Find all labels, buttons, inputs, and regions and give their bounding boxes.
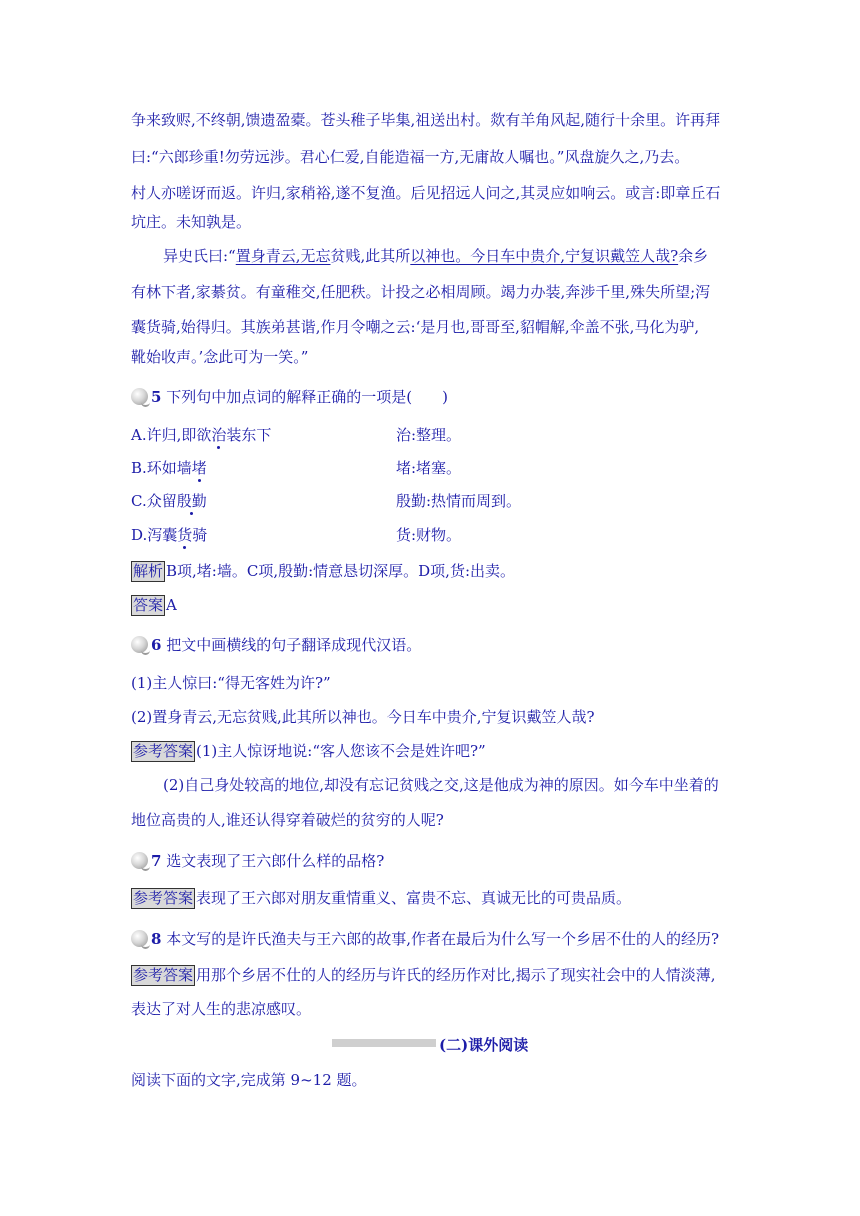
q6-sentence-1: (1)主人惊曰:“得无客姓为许?” <box>131 674 331 692</box>
dotted-word: 治 <box>211 426 227 444</box>
passage-line-yishi <box>163 245 708 267</box>
question-8-stem <box>131 928 719 950</box>
dotted-word: 货 <box>177 526 193 544</box>
passage-line: 有林下者,家綦贫。有童稚交,任肥秩。计投之必相周顾。竭力办装,奔涉千里,殊失所望;泻 <box>131 283 711 301</box>
q5-answer <box>131 594 177 616</box>
answer-text: 表现了王六郎对朋友重情重义、富贵不忘、真诚无比的可贵品质。 <box>196 889 632 907</box>
passage-line: 争来致赆,不终朝,馈遗盈橐。苍头稚子毕集,祖送出村。欻有羊角风起,随行十余里。许再拜 <box>131 111 721 129</box>
option-definition: 治:整理。 <box>396 426 462 444</box>
question-7-stem <box>131 850 384 872</box>
q5-analysis <box>131 560 515 582</box>
option-c <box>131 490 522 512</box>
text: 贫贱,此其所 <box>330 247 411 265</box>
answer-text: A <box>166 596 177 614</box>
question-number: 5 <box>151 388 162 406</box>
option-definition: 货:财物。 <box>396 526 462 544</box>
option-text: D.泻囊 <box>131 526 178 544</box>
question-5-stem <box>131 386 448 408</box>
answer-tag: 答案 <box>133 596 164 614</box>
section-heading <box>332 1034 528 1056</box>
answer-text: (1)主人惊讶地说:“客人您该不会是姓许吧?” <box>196 742 486 760</box>
question-bullet-icon <box>131 388 148 405</box>
passage-line: 囊货骑,始得归。其族弟甚谐,作月令嘲之云:‘是月也,哥哥至,貂帽解,伞盖不张,马化为驴, <box>131 318 700 336</box>
answer-line: 地位高贵的人,谁还认得穿着破烂的贫穷的人呢? <box>131 811 444 829</box>
reference-answer-tag: 参考答案 <box>133 889 194 907</box>
question-bullet-icon <box>131 636 148 653</box>
q6-reference-answer <box>131 740 486 762</box>
passage-line: 靴始收声。’念此可为一笑。” <box>131 348 309 366</box>
analysis-tag: 解析 <box>133 562 164 580</box>
question-text: 本文写的是许氏渔夫与王六郎的故事,作者在最后为什么写一个乡居不仕的人的经历? <box>166 930 720 948</box>
question-number: 6 <box>151 636 162 654</box>
section-title: (二)课外阅读 <box>439 1036 529 1054</box>
q8-reference-answer <box>131 964 716 986</box>
question-number: 8 <box>151 930 162 948</box>
question-text: 下列句中加点词的解释正确的一项是( ) <box>166 388 448 406</box>
question-text: 选文表现了王六郎什么样的品格? <box>166 852 385 870</box>
question-bullet-icon <box>131 852 148 869</box>
option-text: A.许归,即欲 <box>131 426 212 444</box>
option-text: C.众留 <box>131 492 177 510</box>
option-b <box>131 457 462 479</box>
answer-line: 表达了对人生的悲凉感叹。 <box>131 1000 312 1018</box>
text: 余乡 <box>678 247 709 265</box>
q6-sentence-2: (2)置身青云,无忘贫贱,此其所以神也。今日车中贵介,宁复识戴笠人哉? <box>131 708 595 726</box>
reference-answer-tag: 参考答案 <box>133 742 194 760</box>
option-d <box>131 524 462 546</box>
option-a <box>131 424 462 446</box>
passage-line: 曰:“六郎珍重!勿劳远涉。君心仁爱,自能造福一方,无庸故人嘱也。”风盘旋久之,乃去。 <box>131 148 690 166</box>
answer-text: 用那个乡居不仕的人的经历与许氏的经历作对比,揭示了现实社会中的人情淡薄, <box>196 966 716 984</box>
dotted-word: 堵 <box>191 459 207 477</box>
option-text: B.环如墙 <box>131 459 192 477</box>
question-text: 把文中画横线的句子翻译成现代汉语。 <box>166 636 422 654</box>
option-definition: 殷勤:热情而周到。 <box>396 492 522 510</box>
underlined-sentence: 置身青云,无忘 <box>235 247 331 265</box>
section-divider <box>332 1039 436 1047</box>
section-instruction: 阅读下面的文字,完成第 9~12 题。 <box>131 1071 367 1089</box>
text: 异史氏曰:“ <box>163 247 236 265</box>
option-definition: 堵:堵塞。 <box>396 459 462 477</box>
passage-line: 村人亦嗟讶而返。许归,家稍裕,遂不复渔。后见招远人问之,其灵应如响云。或言:即章丘石 <box>131 184 721 202</box>
question-6-stem <box>131 634 421 656</box>
question-number: 7 <box>151 852 162 870</box>
underlined-sentence: 以神也。今日车中贵介,宁复识戴笠人哉? <box>410 247 679 265</box>
answer-line: (2)自己身处较高的地位,却没有忘记贫贱之交,这是他成为神的原因。如今车中坐着的 <box>163 776 719 794</box>
question-bullet-icon <box>131 930 148 947</box>
passage-line: 坑庄。未知孰是。 <box>131 213 252 231</box>
option-text: 装东下 <box>226 426 272 444</box>
analysis-text: B项,堵:墙。C项,殷勤:情意恳切深厚。D项,货:出卖。 <box>166 562 516 580</box>
q7-reference-answer <box>131 887 631 909</box>
reference-answer-tag: 参考答案 <box>133 966 194 984</box>
option-text: 骑 <box>192 526 208 544</box>
dotted-word: 殷勤 <box>176 492 207 510</box>
